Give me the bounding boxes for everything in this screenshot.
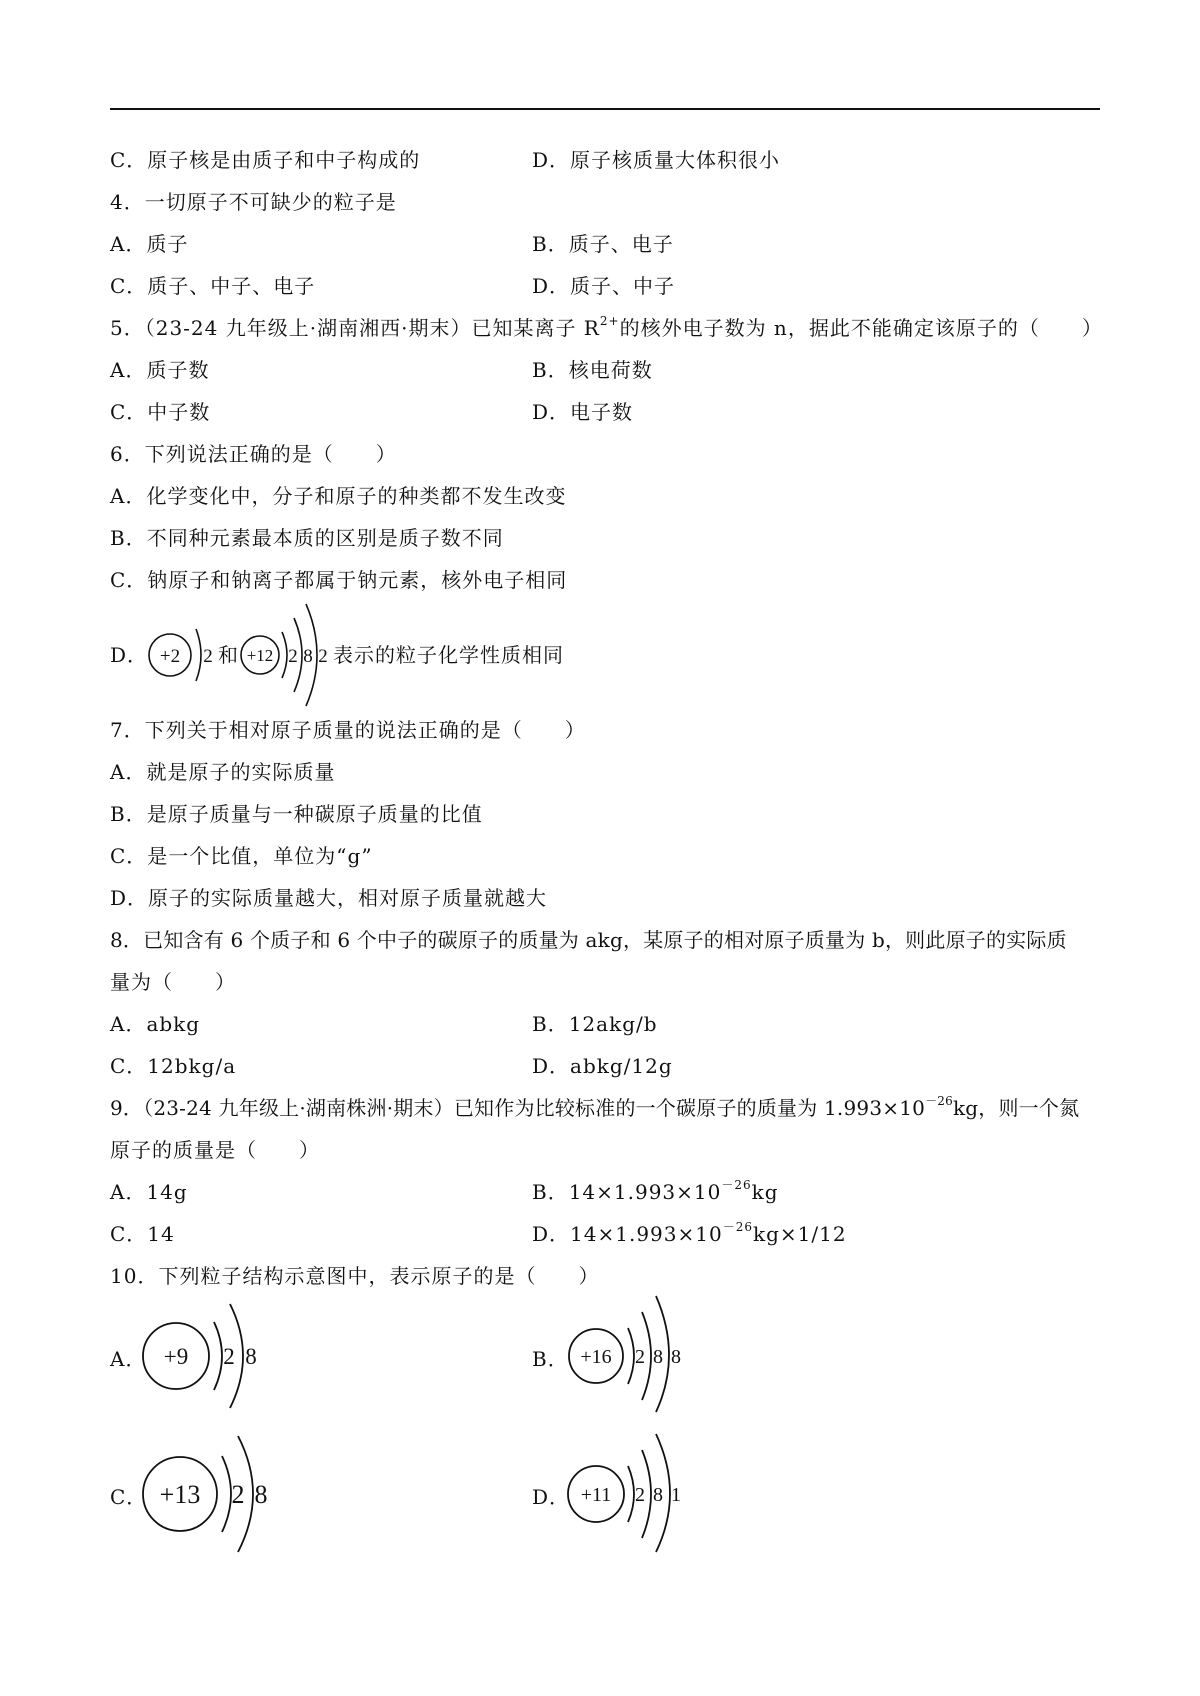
- shell-arc-1: [214, 1322, 222, 1390]
- q6-option-d-label: D．: [110, 643, 149, 667]
- q8-option-c: C．12bkg/a: [110, 1054, 237, 1078]
- nucleus-charge: +9: [163, 1344, 189, 1369]
- q9-option-b-post: kg: [751, 1180, 779, 1204]
- shell-electrons-2: 8: [245, 1344, 257, 1369]
- nucleus-charge: +13: [159, 1480, 201, 1509]
- shell-electrons-1: 2: [288, 646, 298, 667]
- shell-electrons-2: 8: [254, 1480, 268, 1509]
- q5-stem-pre: 5．（23-24 九年级上·湖南湘西·期末）已知某离子 R: [110, 316, 600, 340]
- q4-option-c: C．质子、中子、电子: [110, 274, 316, 298]
- q5-stem-post: 的核外电子数为 n，据此不能确定该原子的（ ）: [619, 316, 1103, 340]
- shell-electrons-1: 2: [635, 1484, 645, 1506]
- q10-option-d-label: D．: [532, 1485, 571, 1509]
- shell-arc-1: [222, 1456, 231, 1532]
- q5-option-b: B．核电荷数: [532, 358, 653, 382]
- q10-option-c-label: C．: [110, 1485, 148, 1509]
- q8-stem-line2: 量为（ ）: [110, 970, 236, 994]
- shell-electrons-1: 2: [203, 646, 213, 667]
- q10-diagram-b: [562, 1290, 692, 1416]
- q10-diagram-a: [140, 1296, 270, 1416]
- q7-stem: 7．下列关于相对原子质量的说法正确的是（ ）: [110, 718, 586, 742]
- q10-option-b-label: B．: [532, 1347, 569, 1371]
- q6-stem: 6．下列说法正确的是（ ）: [110, 442, 397, 466]
- nucleus-charge: +11: [580, 1484, 612, 1506]
- q5-option-d: D．电子数: [532, 400, 634, 424]
- q9-option-d-pre: D．14×1.993×10: [532, 1222, 723, 1246]
- nucleus-charge: +12: [246, 646, 274, 665]
- q5-option-a: A．质子数: [110, 358, 210, 382]
- shell-electrons-3: 8: [671, 1346, 681, 1368]
- shell-arc-1: [628, 1328, 634, 1384]
- q10-diagram-c: [140, 1430, 280, 1558]
- q10-stem: 10．下列粒子结构示意图中，表示原子的是（ ）: [110, 1264, 600, 1288]
- q9-stem-pre: 9．（23-24 九年级上·湖南株洲·期末）已知作为比较标准的一个碳原子的质量为 1.993×10: [110, 1096, 926, 1120]
- q8-option-a: A．abkg: [110, 1012, 201, 1036]
- q9-option-a: A．14g: [110, 1180, 188, 1204]
- q9-option-c: C．14: [110, 1222, 175, 1246]
- q8-stem-line1: 8．已知含有 6 个质子和 6 个中子的碳原子的质量为 akg，某原子的相对原子质量为 b，则此原子的实际质: [110, 928, 1067, 952]
- q7-option-a: A．就是原子的实际质量: [110, 760, 336, 784]
- q9-option-b-exponent: －26: [721, 1178, 752, 1193]
- shell-arc: [196, 629, 201, 681]
- q10-diagram-d: [562, 1428, 694, 1554]
- shell-electrons-2: 8: [653, 1484, 663, 1506]
- shell-electrons-2: 8: [653, 1346, 663, 1368]
- q9-option-d: [532, 1220, 847, 1248]
- q6-option-d-tail: 表示的粒子化学性质相同: [333, 643, 564, 667]
- q5-stem-charge: 2+: [599, 314, 620, 329]
- q8-option-d: D．abkg/12g: [532, 1054, 673, 1078]
- q7-option-c: C．是一个比值，单位为“g”: [110, 844, 373, 868]
- shell-electrons-2: 8: [303, 646, 313, 667]
- q9-stem-line2: 原子的质量是（ ）: [110, 1138, 320, 1162]
- shell-electrons-3: 2: [318, 646, 328, 667]
- q6-option-c: C．钠原子和钠离子都属于钠元素，核外电子相同: [110, 568, 568, 592]
- q9-option-b-pre: B．14×1.993×10: [532, 1180, 722, 1204]
- q4-option-b: B．质子、电子: [532, 232, 674, 256]
- q9-stem-exponent: －26: [925, 1094, 953, 1109]
- q10-option-a-label: A．: [110, 1347, 147, 1371]
- q6-diagram-2: [238, 598, 338, 714]
- q3-option-c: C．原子核是由质子和中子构成的: [110, 148, 421, 172]
- q6-option-d-join: 和: [218, 643, 239, 667]
- q9-stem-line1: [110, 1094, 1079, 1122]
- q3-option-d: D．原子核质量大体积很小: [532, 148, 781, 172]
- q6-option-b: B．不同种元素最本质的区别是质子数不同: [110, 526, 504, 550]
- q4-stem: 4．一切原子不可缺少的粒子是: [110, 190, 397, 214]
- shell-electrons-1: 2: [635, 1346, 645, 1368]
- q5-stem: [110, 314, 1103, 342]
- q6-option-a: A．化学变化中，分子和原子的种类都不发生改变: [110, 484, 567, 508]
- q4-option-a: A．质子: [110, 232, 189, 256]
- q7-option-b: B．是原子质量与一种碳原子质量的比值: [110, 802, 483, 826]
- q9-option-d-exponent: －26: [722, 1220, 753, 1235]
- shell-arc-1: [628, 1466, 634, 1522]
- q8-option-b: B．12akg/b: [532, 1012, 658, 1036]
- q5-option-c: C．中子数: [110, 400, 211, 424]
- q9-stem-post: kg，则一个氮: [952, 1096, 1080, 1120]
- shell-arc-1: [282, 632, 287, 678]
- shell-electrons-3: 1: [671, 1484, 681, 1506]
- nucleus-charge: +16: [580, 1346, 612, 1368]
- q9-option-d-post: kg×1/12: [753, 1222, 847, 1246]
- header-rule: [110, 108, 1100, 110]
- q4-option-d: D．质子、中子: [532, 274, 676, 298]
- q9-option-b: [532, 1178, 779, 1206]
- shell-electrons-1: 2: [223, 1344, 235, 1369]
- nucleus-charge: +2: [159, 646, 181, 667]
- shell-electrons-1: 2: [231, 1480, 245, 1509]
- q7-option-d: D．原子的实际质量越大，相对原子质量就越大: [110, 886, 548, 910]
